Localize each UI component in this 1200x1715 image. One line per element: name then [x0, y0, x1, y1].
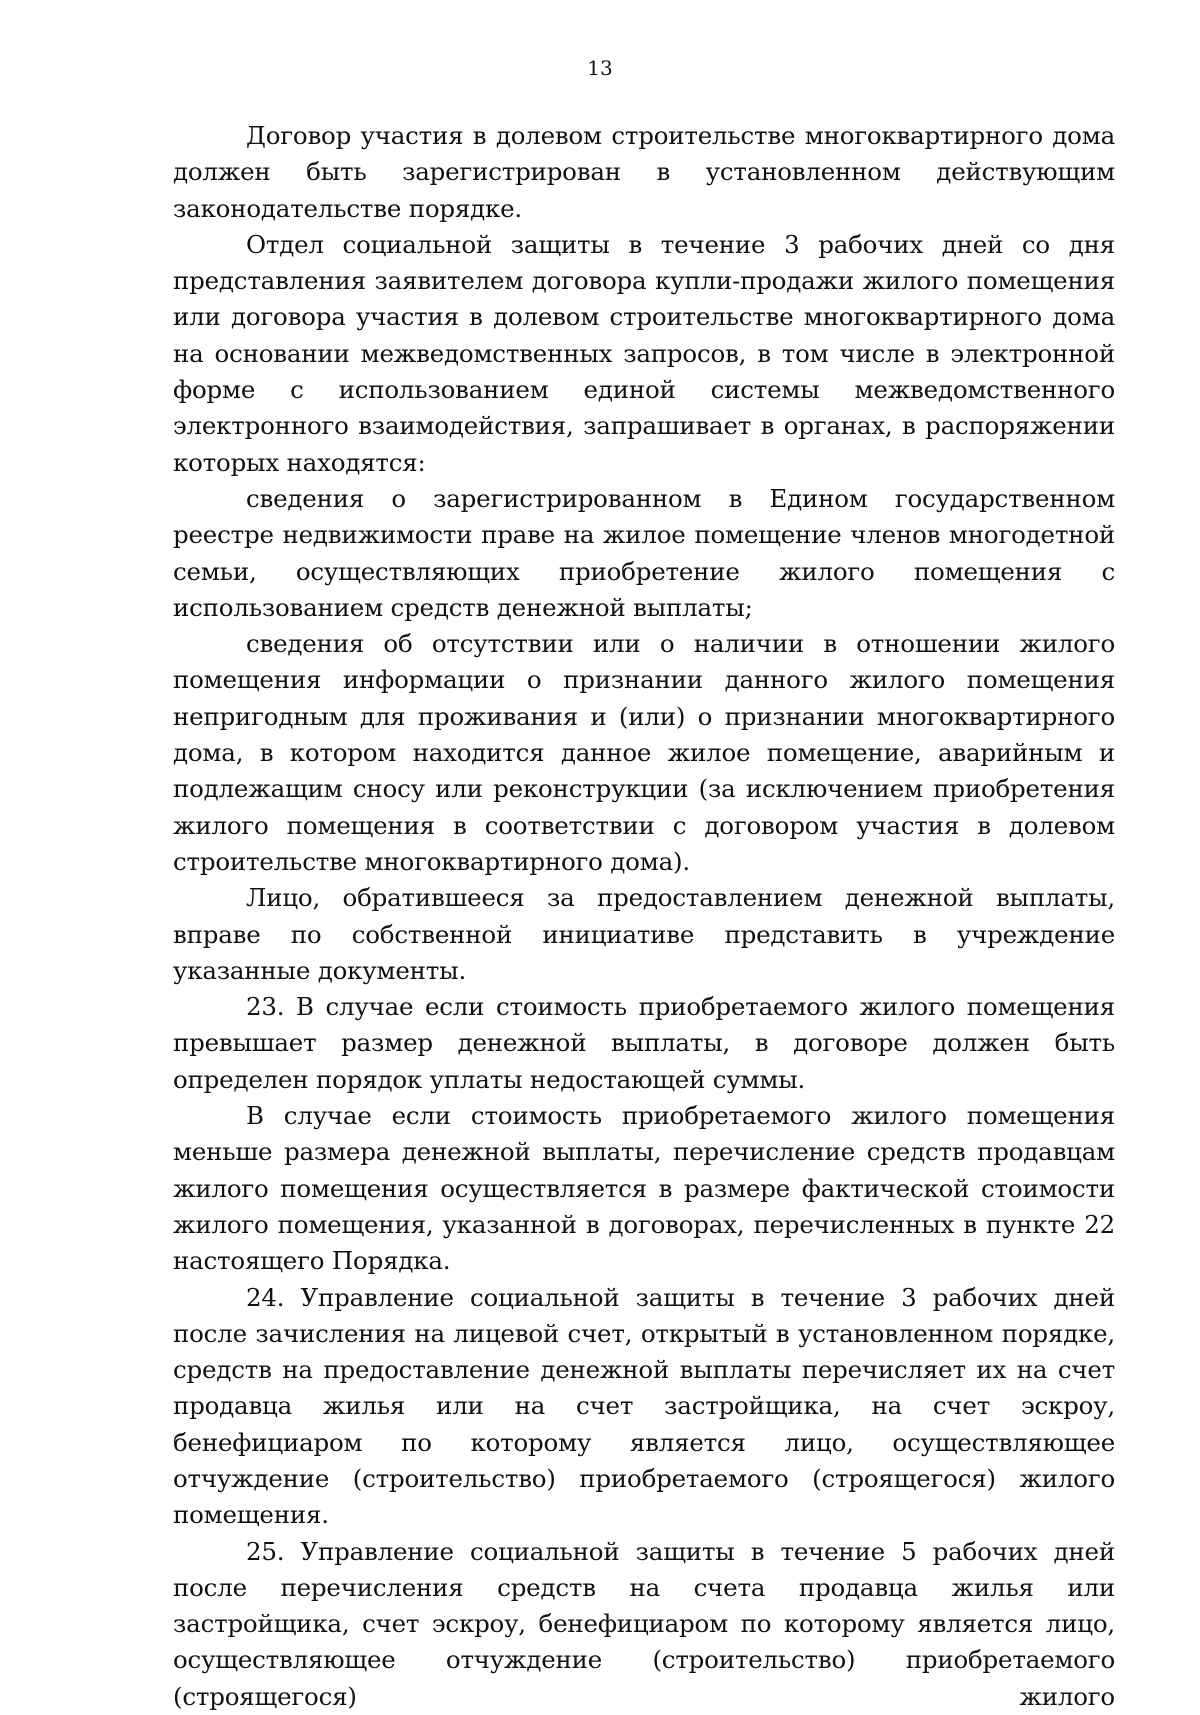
paragraph: 25. Управление социальной защиты в течение 5 рабочих дней после перечисления средств на счета продавца жилья или застройщика, счет эскроу, бенефициаром по которому является лицо, осуществляющее отчуждение (строительство) приобретаемого (строящегося) жилого: [173, 1536, 1115, 1711]
paragraph: В случае если стоимость приобретаемого жилого помещения меньше размера денежной выплаты, перечисление средств продавцам жилого помещения осуществляется в размере фактической стоимости жилого помещения, указанной в договорах, перечисленных в пункте 22 настоящего Порядка.: [173, 1101, 1115, 1276]
paragraph: 24. Управление социальной защиты в течение 3 рабочих дней после зачисления на лицевой счет, открытый в установленном порядке, средств на предоставление денежной выплаты перечисляет их на счет продавца жилья или на счет застройщика, на счет эскроу, бенефициаром по которому является лицо, осуществляющее отчуждение (строительство) приобретаемого (строящегося) жилого помещения.: [173, 1282, 1115, 1530]
page-number: 13: [587, 56, 613, 80]
paragraph: Отдел социальной защиты в течение 3 рабочих дней со дня представления заявителем договора купли-продажи жилого помещения или договора участия в долевом строительстве многоквартирного дома на основании межведомственных запросов, в том числе в электронной форме с использованием единой системы межведомственного электронного взаимодействия, запрашивает в органах, в распоряжении которых находятся:: [173, 229, 1115, 477]
document-body: [173, 118, 1115, 1715]
paragraph: 23. В случае если стоимость приобретаемого жилого помещения превышает размер денежной выплаты, в договоре должен быть определен порядок уплаты недостающей суммы.: [173, 992, 1115, 1094]
paragraph: сведения о зарегистрированном в Едином государственном реестре недвижимости праве на жилое помещение членов многодетной семьи, осуществляющих приобретение жилого помещения с использованием средств денежной выплаты;: [173, 483, 1115, 622]
paragraph: сведения об отсутствии или о наличии в отношении жилого помещения информации о признании данного жилого помещения непригодным для проживания и (или) о признании многоквартирного дома, в котором находится данное жилое помещение, аварийным и подлежащим сносу или реконструкции (за исключением приобретения жилого помещения в соответствии с договором участия в долевом строительстве многоквартирного дома).: [173, 629, 1115, 876]
paragraph: Лицо, обратившееся за предоставлением денежной выплаты, вправе по собственной инициативе представить в учреждение указанные документы.: [173, 883, 1115, 985]
paragraph: Договор участия в долевом строительстве многоквартирного дома должен быть зарегистрирован в установленном действующим законодательстве порядке.: [173, 121, 1115, 223]
